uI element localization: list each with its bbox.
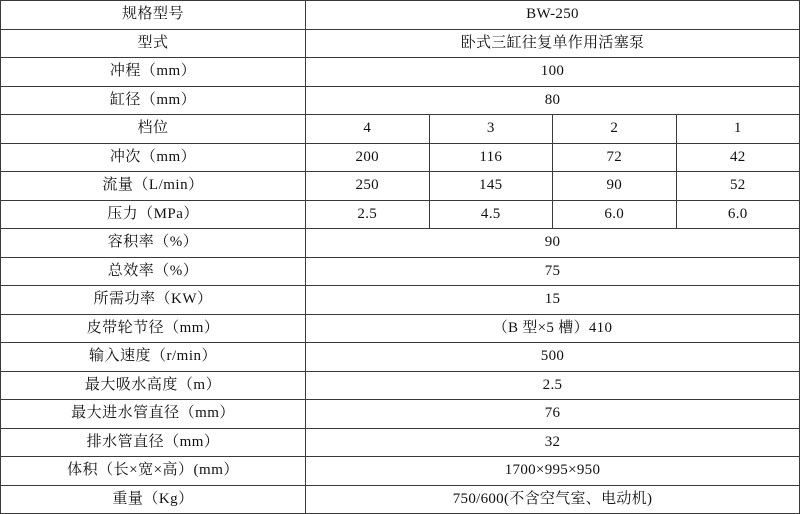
row-label: 冲次（mm） bbox=[1, 143, 306, 172]
table-row bbox=[1, 58, 800, 87]
row-label: 体积（长×宽×高）(mm） bbox=[1, 457, 306, 486]
row-value: 90 bbox=[306, 229, 800, 258]
row-label: 缸径（mm） bbox=[1, 86, 306, 115]
row-label: 重量（Kg） bbox=[1, 485, 306, 514]
row-cell: 72 bbox=[553, 143, 677, 172]
table-row bbox=[1, 115, 800, 144]
row-cell: 42 bbox=[676, 143, 800, 172]
row-label: 流量（L/min） bbox=[1, 172, 306, 201]
table-row bbox=[1, 229, 800, 258]
row-cell: 52 bbox=[676, 172, 800, 201]
table-row bbox=[1, 457, 800, 486]
row-label: 冲程（mm） bbox=[1, 58, 306, 87]
row-cell: 2 bbox=[553, 115, 677, 144]
row-cell: 90 bbox=[553, 172, 677, 201]
table-row bbox=[1, 172, 800, 201]
table-row bbox=[1, 200, 800, 229]
row-label: 档位 bbox=[1, 115, 306, 144]
table-row bbox=[1, 400, 800, 429]
row-label: 皮带轮节径（mm） bbox=[1, 314, 306, 343]
table-row bbox=[1, 257, 800, 286]
row-value: 2.5 bbox=[306, 371, 800, 400]
row-label: 压力（MPa） bbox=[1, 200, 306, 229]
row-cell: 6.0 bbox=[676, 200, 800, 229]
row-cell: 3 bbox=[429, 115, 553, 144]
row-value: 80 bbox=[306, 86, 800, 115]
row-value: 500 bbox=[306, 343, 800, 372]
table-row bbox=[1, 86, 800, 115]
row-cell: 4.5 bbox=[429, 200, 553, 229]
table-row bbox=[1, 371, 800, 400]
row-value: 100 bbox=[306, 58, 800, 87]
row-label: 型式 bbox=[1, 29, 306, 58]
table-row bbox=[1, 286, 800, 315]
row-label: 输入速度（r/min） bbox=[1, 343, 306, 372]
table-row bbox=[1, 143, 800, 172]
row-label: 规格型号 bbox=[1, 1, 306, 30]
row-cell: 4 bbox=[306, 115, 430, 144]
row-label: 总效率（%） bbox=[1, 257, 306, 286]
table-row bbox=[1, 343, 800, 372]
row-value: 750/600(不含空气室、电动机) bbox=[306, 485, 800, 514]
table-row bbox=[1, 428, 800, 457]
table-row bbox=[1, 29, 800, 58]
row-value: 卧式三缸往复单作用活塞泵 bbox=[306, 29, 800, 58]
row-cell: 116 bbox=[429, 143, 553, 172]
row-label: 排水管直径（mm） bbox=[1, 428, 306, 457]
row-label: 最大进水管直径（mm） bbox=[1, 400, 306, 429]
table-row bbox=[1, 485, 800, 514]
row-value: BW-250 bbox=[306, 1, 800, 30]
row-cell: 200 bbox=[306, 143, 430, 172]
row-label: 最大吸水高度（m） bbox=[1, 371, 306, 400]
row-value: 1700×995×950 bbox=[306, 457, 800, 486]
row-value: 15 bbox=[306, 286, 800, 315]
row-label: 容积率（%） bbox=[1, 229, 306, 258]
row-cell: 145 bbox=[429, 172, 553, 201]
row-value: （B 型×5 槽）410 bbox=[306, 314, 800, 343]
row-value: 75 bbox=[306, 257, 800, 286]
table-row bbox=[1, 314, 800, 343]
row-value: 76 bbox=[306, 400, 800, 429]
row-cell: 2.5 bbox=[306, 200, 430, 229]
table-body bbox=[1, 1, 800, 514]
row-cell: 6.0 bbox=[553, 200, 677, 229]
row-cell: 1 bbox=[676, 115, 800, 144]
table-row bbox=[1, 1, 800, 30]
row-value: 32 bbox=[306, 428, 800, 457]
row-label: 所需功率（KW） bbox=[1, 286, 306, 315]
row-cell: 250 bbox=[306, 172, 430, 201]
